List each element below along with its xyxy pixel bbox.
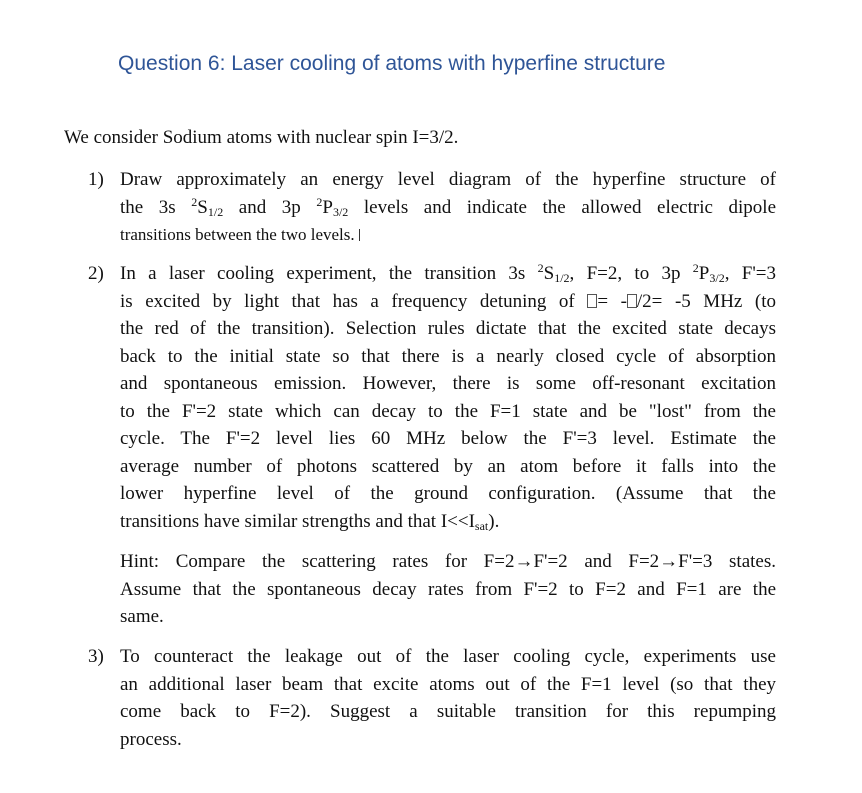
text-line: cycle. The F'=2 level lies 60 MHz below the F'=3 level. Estimate the (120, 428, 776, 449)
question-number: 3) (88, 646, 104, 667)
text-fragment: = - (597, 290, 627, 312)
text-fragment: P (698, 263, 710, 284)
text-line (120, 260, 776, 288)
text-line (120, 508, 776, 536)
question-2 (88, 260, 776, 535)
text-fragment: In a laser cooling experiment, the transition 3s (120, 263, 538, 284)
text-fragment: the 3s (120, 196, 192, 218)
text-line: an additional laser beam that excite atoms out of the F=1 level (so that they (120, 673, 776, 695)
text-line: Assume that the spontaneous decay rates from F'=2 to F=2 and F=1 are the (120, 578, 776, 600)
subscript: sat (474, 518, 489, 533)
text-line: same. (120, 606, 164, 627)
subscript: 1/2 (554, 271, 570, 285)
missing-glyph-icon (627, 294, 637, 308)
text-fragment: S (543, 263, 555, 284)
text-fragment: P (322, 196, 333, 218)
subscript: 1/2 (207, 204, 224, 219)
question-2-body (120, 260, 776, 535)
superscript: 2 (316, 194, 323, 209)
intro-text: We consider Sodium atoms with nuclear spin I=3/2. (64, 127, 459, 148)
subscript: 3/2 (332, 204, 349, 219)
text-fragment: is excited by light that has a frequency detuning of (120, 290, 588, 312)
text-fragment: ). (488, 510, 500, 532)
text-fragment: transitions have similar strengths and that I<<I (120, 510, 475, 532)
text-fragment: /2= -5 MHz (to (636, 290, 777, 312)
superscript: 2 (191, 194, 198, 209)
text-cursor (359, 229, 360, 241)
text-fragment: and 3p (223, 196, 317, 218)
text-fragment: , F'=3 (724, 263, 776, 284)
text-fragment: , F=2, to 3p (569, 263, 693, 284)
hint (88, 548, 776, 631)
text-line: the red of the transition). Selection rules dictate that the excited state decays (120, 318, 776, 339)
text-line: To counteract the leakage out of the laser cooling cycle, experiments use (120, 646, 776, 667)
question-number: 1) (88, 169, 104, 190)
document-title: Question 6: Laser cooling of atoms with hyperfine structure (118, 52, 666, 75)
text-line: to the F'=2 state which can decay to the F=1 state and be "lost" from the (120, 400, 776, 422)
missing-glyph-icon (587, 294, 597, 308)
text-line (120, 221, 776, 249)
question-1-body (120, 166, 776, 249)
hint-body (120, 548, 776, 631)
text-line: come back to F=2). Suggest a suitable transition for this repumping (120, 701, 776, 722)
text-line: Draw approximately an energy level diagram of the hyperfine structure of (120, 169, 776, 190)
text-line: process. (120, 728, 182, 750)
text-fragment: transitions between the two levels. (120, 225, 355, 244)
text-line: average number of photons scattered by an atom before it falls into the (120, 455, 776, 477)
text-line (120, 288, 776, 316)
text-fragment: levels and indicate the allowed electric dipole (348, 196, 777, 218)
text-line: back to the initial state so that there is a nearly closed cycle of absorption (120, 345, 776, 367)
text-fragment: S (197, 196, 208, 218)
text-line: lower hyperfine level of the ground configuration. (Assume that the (120, 483, 776, 504)
text-line: and spontaneous emission. However, there is some off-resonant excitation (120, 373, 776, 394)
question-3-body (120, 643, 776, 753)
text-line (120, 194, 776, 222)
question-3 (88, 643, 776, 753)
subscript: 3/2 (709, 271, 725, 285)
superscript: 2 (692, 261, 699, 275)
question-1 (88, 166, 776, 249)
question-number: 2) (88, 263, 104, 284)
text-line: Hint: Compare the scattering rates for F=2→F'=2 and F=2→F'=3 states. (120, 551, 776, 572)
superscript: 2 (537, 261, 544, 275)
